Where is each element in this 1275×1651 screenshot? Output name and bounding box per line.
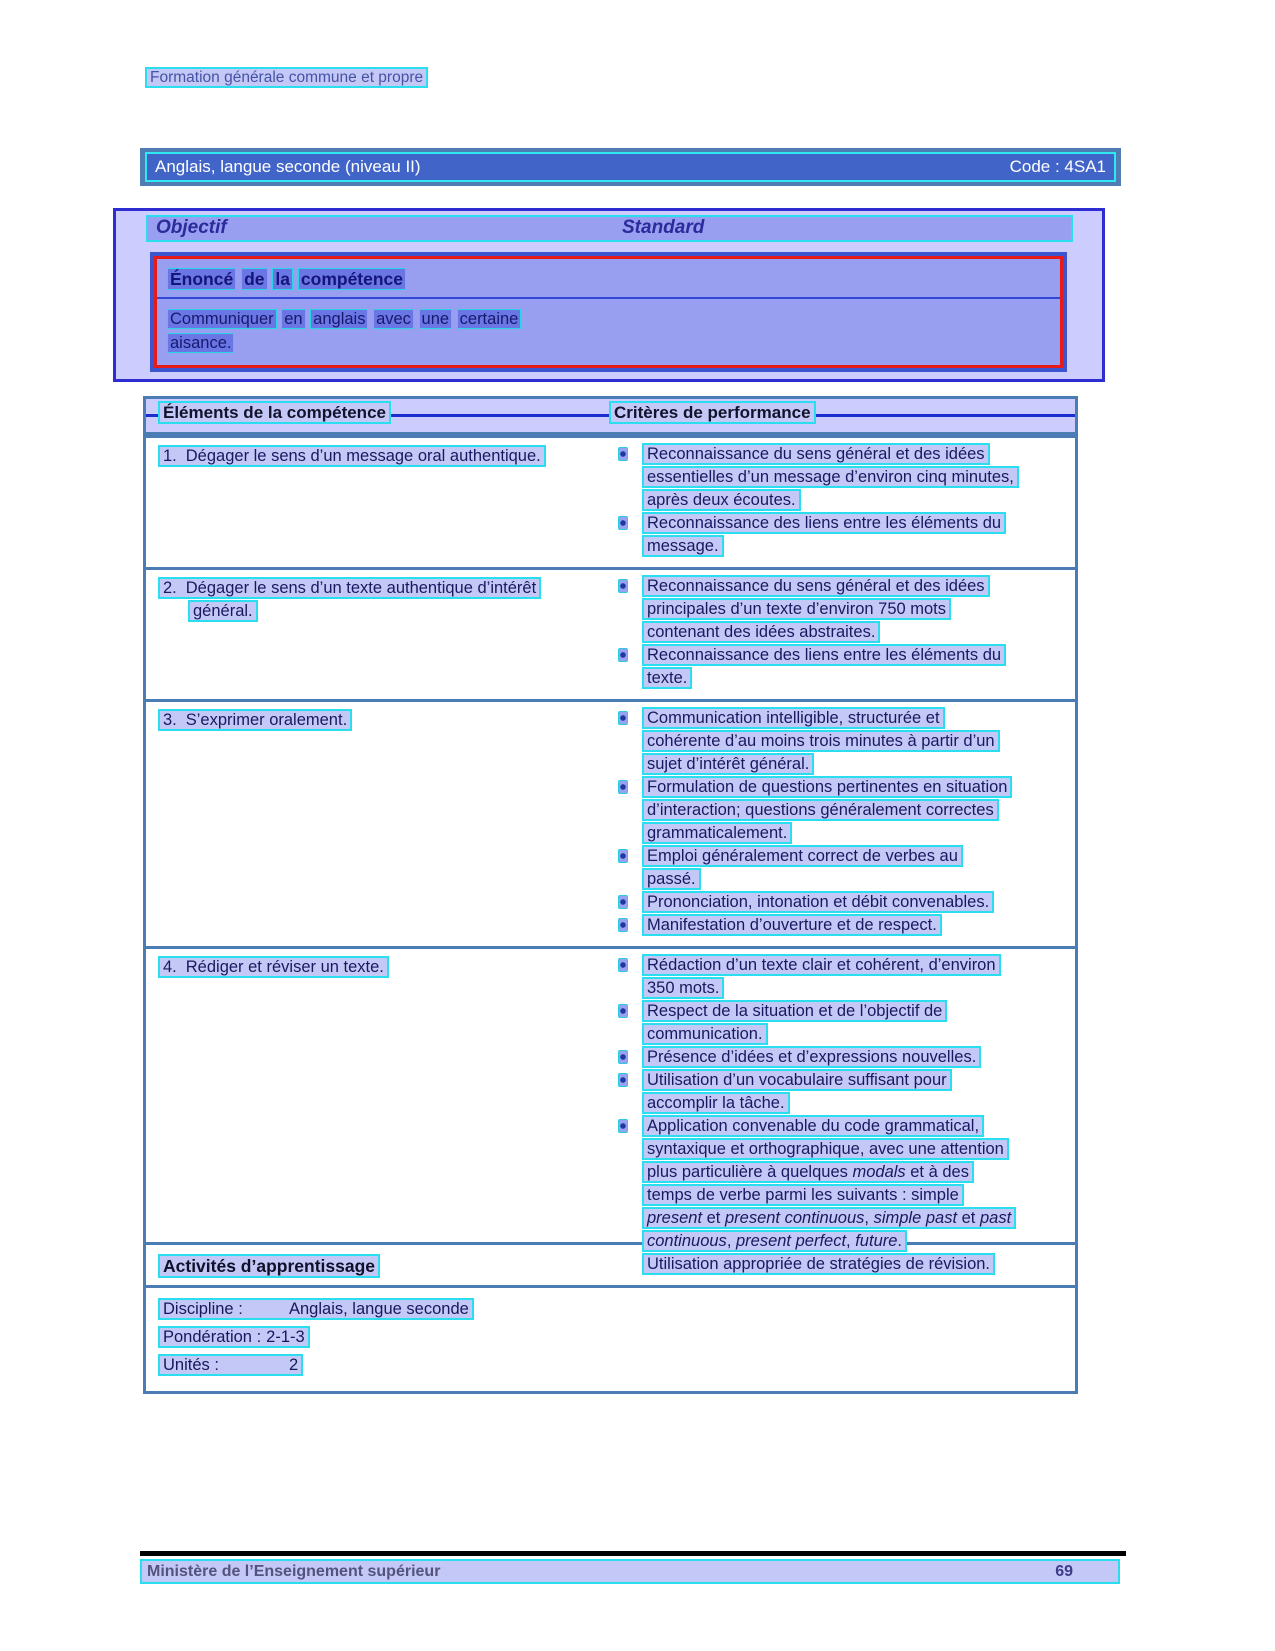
objectif-heading: Objectif [156,217,227,238]
highlighted-word: en [281,309,305,329]
highlighted-word: de [241,268,267,290]
item-text: Dégager le sens d’un message oral authentique. [185,447,541,465]
table-row [146,946,1075,1285]
criteria-text: Reconnaissance des liens entre les éléments du message. [642,512,1014,558]
element-cell [146,443,606,558]
criteria-item [606,914,1075,937]
criteria-text: Reconnaissance du sens général et des idées essentielles d’un message d’environ cinq minutes, après deux écoutes. [642,443,1014,512]
highlighted-word: compétence [298,268,406,290]
ponderation-value: 2-1-3 [266,1328,305,1346]
item-text: Rédiger et réviser un texte. [185,958,384,976]
criteria-item [606,1046,1075,1069]
course-code: Code : 4SA1 [1009,157,1106,176]
item-number: 4. [163,958,177,976]
bullet-icon [618,958,628,972]
column-header-elements: Éléments de la compétence [158,403,391,423]
criteria-text: Présence d’idées et d’expressions nouvelles. [642,1046,1014,1069]
bullet-icon [618,895,628,909]
item-text: Dégager le sens d’un texte authentique d’intérêt général. [185,579,537,620]
bullet-icon [618,780,628,794]
unites-label: Unités : [163,1356,219,1374]
criteria-item [606,1115,1075,1253]
section-label-text: Formation générale commune et propre [145,67,428,88]
footer-bar [140,1559,1120,1584]
section-label [145,69,428,87]
element-cell [146,707,606,937]
element-cell [146,954,606,1276]
element-item [158,956,548,979]
element-cell [146,575,606,690]
activities-body [146,1288,1075,1391]
enonce-body-line1 [167,307,1050,331]
highlighted-word: avec [373,309,414,329]
table-row [146,567,1075,699]
criteria-item [606,707,1075,776]
criteria-cell [606,575,1075,690]
table-row [146,699,1075,946]
item-number: 3. [163,711,177,729]
criteria-item [606,512,1075,558]
course-banner-strip [145,152,1116,182]
criteria-text: Rédaction d’un texte clair et cohérent, d’environ 350 mots. [642,954,1014,1000]
footer-page-number: 69 [1055,1562,1073,1580]
ponderation-row [158,1326,1063,1349]
criteria-item [606,776,1075,845]
bullet-icon [618,711,628,725]
bullet-icon [618,918,628,932]
objectif-standard-header [146,215,1073,242]
competence-table-header [146,399,1075,435]
bullet-icon [618,648,628,662]
criteria-cell [606,954,1075,1276]
item-text: S’exprimer oralement. [185,711,348,729]
criteria-text: Utilisation appropriée de stratégies de révision. [642,1253,1014,1276]
highlighted-word: la [272,268,293,290]
highlighted-word: certaine [457,309,522,329]
element-item [158,709,548,732]
criteria-item [606,845,1075,891]
enonce-body [157,299,1060,365]
highlighted-word: Communiquer [167,309,277,329]
discipline-row [158,1298,1063,1321]
criteria-item [606,575,1075,644]
bullet-icon [618,849,628,863]
footer-rule [140,1551,1126,1556]
objectif-standard-box [113,208,1105,382]
criteria-text: Reconnaissance du sens général et des idées principales d’un texte d’environ 750 mots contenant des idées abstraites. [642,575,1014,644]
criteria-text: Manifestation d’ouverture et de respect. [642,914,1014,937]
criteria-text: Formulation de questions pertinentes en situation d’interaction; questions généralement correctes grammaticalement. [642,776,1014,845]
highlighted-word: anglais [310,309,368,329]
enonce-heading [157,259,1060,299]
course-banner [140,148,1121,186]
ponderation-label: Pondération : [163,1328,262,1346]
activities-heading: Activités d’apprentissage [146,1245,1075,1288]
discipline-label: Discipline : [163,1300,243,1318]
unites-row [158,1354,1063,1377]
discipline-value: Anglais, langue seconde [289,1300,469,1318]
bullet-icon [618,447,628,461]
criteria-item [606,443,1075,512]
criteria-item [606,1000,1075,1046]
enonce-box [154,256,1063,368]
enonce-body-line2 [167,331,1050,355]
bullet-icon [618,516,628,530]
bullet-icon [618,1073,628,1087]
competence-table [143,396,1078,1288]
highlighted-word: aisance. [167,333,234,353]
course-title: Anglais, langue seconde (niveau II) [155,157,421,176]
unites-value: 2 [289,1356,299,1374]
bullet-icon [618,1119,628,1133]
criteria-item [606,954,1075,1000]
standard-heading: Standard [622,217,705,238]
table-row [146,435,1075,567]
column-header-criteres: Critères de performance [609,403,816,423]
criteria-item [606,644,1075,690]
enonce-box-outer [150,252,1067,372]
criteria-text: Application convenable du code grammatical, syntaxique et orthographique, avec une attention plus particulière à quelques modals et à des temps de verbe parmi les suivants : simple present et present continuous, simple past et past continuous, present perfect, future. [642,1115,1014,1253]
criteria-item [606,1069,1075,1115]
bullet-icon [618,579,628,593]
highlighted-word: Énoncé [167,268,236,290]
bullet-icon [618,1004,628,1018]
criteria-text: Utilisation d’un vocabulaire suffisant pour accomplir la tâche. [642,1069,1014,1115]
criteria-cell [606,443,1075,558]
footer-ministry: Ministère de l’Enseignement supérieur [147,1562,441,1580]
item-number: 1. [163,447,177,465]
criteria-text: Emploi généralement correct de verbes au passé. [642,845,1014,891]
criteria-text: Communication intelligible, structurée et cohérente d’au moins trois minutes à partir d’un sujet d’intérêt général. [642,707,1014,776]
criteria-text: Reconnaissance des liens entre les éléments du texte. [642,644,1014,690]
criteria-text: Respect de la situation et de l’objectif de communication. [642,1000,1014,1046]
highlighted-word: une [419,309,453,329]
criteria-cell [606,707,1075,937]
bullet-icon [618,1050,628,1064]
criteria-text: Prononciation, intonation et débit convenables. [642,891,1014,914]
element-item [158,445,548,468]
criteria-item [606,891,1075,914]
element-item [158,577,548,623]
item-number: 2. [163,579,177,597]
